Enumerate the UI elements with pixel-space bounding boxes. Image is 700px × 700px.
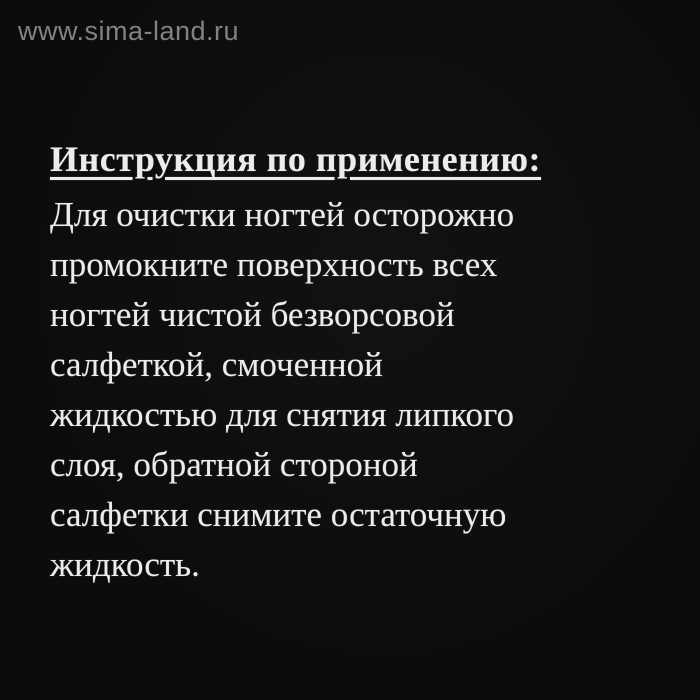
instruction-line: жидкостью для снятия липкого (50, 395, 515, 434)
instruction-line: промокните поверхность всех (50, 245, 498, 284)
instruction-line: Для очистки ногтей осторожно (50, 195, 515, 234)
watermark-text: www.sima-land.ru (18, 16, 240, 46)
instructions-block (50, 138, 660, 590)
instruction-line: жидкость. (50, 545, 200, 584)
instruction-line: слоя, обратной стороной (50, 445, 418, 484)
instruction-line: ногтей чистой безворсовой (50, 295, 455, 334)
instruction-line: салфеткой, смоченной (50, 345, 383, 384)
instruction-line: салфетки снимите остаточную (50, 495, 507, 534)
instructions-heading: Инструкция по применению: (50, 139, 542, 179)
